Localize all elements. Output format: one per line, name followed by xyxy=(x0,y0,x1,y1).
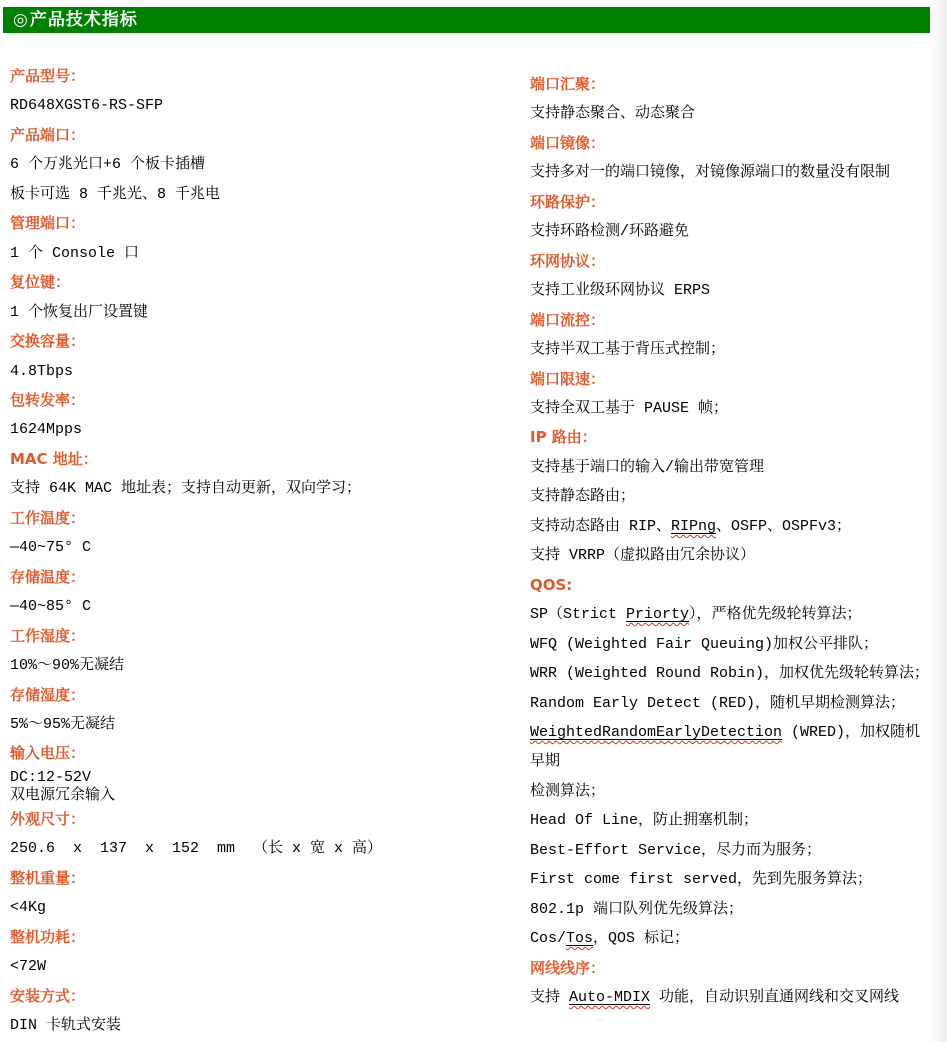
spec-section xyxy=(530,306,930,365)
spec-value-line: Cos/Tos，QOS 标记； xyxy=(530,930,690,948)
spec-section xyxy=(10,923,520,982)
spec-value-line: 支持 64K MAC 地址表；支持自动更新，双向学习； xyxy=(10,480,362,498)
spec-section-label: 整机功耗： xyxy=(10,927,86,946)
spec-section-label: 网线线序： xyxy=(530,958,606,977)
spec-value-line: —40~75° C xyxy=(10,539,92,557)
spec-section-label: 整机重量： xyxy=(10,868,86,887)
spec-value-line: <4Kg xyxy=(10,899,47,917)
spec-section-label: 端口限速： xyxy=(530,369,606,388)
spec-section xyxy=(10,805,520,864)
misspelled-word: Auto-MDIX xyxy=(569,989,651,1007)
section-bullet-icon: ◎ xyxy=(13,10,29,30)
spec-value-line: 支持 Auto-MDIX 功能，自动识别直通网线和交叉网线 xyxy=(530,989,900,1007)
spec-section-label: 环路保护： xyxy=(530,192,606,211)
spec-section-label: MAC 地址： xyxy=(10,449,98,468)
spec-value-line: Random Early Detect (RED)，随机早期检测算法； xyxy=(530,694,906,712)
spec-section-label: 工作温度： xyxy=(10,508,86,527)
spec-section xyxy=(530,365,930,424)
spec-value-line: 支持环路检测/环路避免 xyxy=(530,223,690,241)
spec-section xyxy=(10,681,520,740)
spec-value-line: RD648XGST6-RS-SFP xyxy=(10,97,164,115)
spec-columns xyxy=(0,33,930,1041)
spec-value-line: 6 个万兆光口+6 个板卡插槽 xyxy=(10,156,206,174)
spec-value-line: 支持多对一的端口镜像，对镜像源端口的数量没有限制 xyxy=(530,164,891,182)
spec-value-line: 支持静态路由； xyxy=(530,488,636,506)
spec-value-line: DIN 卡轨式安装 xyxy=(10,1017,122,1035)
spec-section-label: 输入电压： xyxy=(10,744,86,763)
page-title: 产品技术指标 xyxy=(29,10,138,30)
spec-value-line: 支持静态聚合、动态聚合 xyxy=(530,105,696,123)
section-header-bar xyxy=(3,7,930,33)
spec-section xyxy=(10,622,520,681)
spec-value-line: 支持全双工基于 PAUSE 帧； xyxy=(530,399,729,417)
spec-section xyxy=(530,188,930,247)
spec-section-label: 外观尺寸： xyxy=(10,809,86,828)
misspelled-word: WeightedRandomEarlyDetection xyxy=(530,723,783,741)
spec-section-label: 复位键： xyxy=(10,273,71,292)
spec-value-line: 板卡可选 8 千兆光、8 千兆电 xyxy=(10,185,221,203)
spec-section xyxy=(10,563,520,622)
spec-value-line: 支持工业级环网协议 ERPS xyxy=(530,282,711,300)
spec-value-line: <72W xyxy=(10,958,47,976)
spec-section xyxy=(530,129,930,188)
spec-value-line: 支持动态路由 RIP、RIPng、OSFP、OSPFv3； xyxy=(530,517,852,535)
spec-value-line: WeightedRandomEarlyDetection (WRED)，加权随机早期 xyxy=(530,723,921,771)
spec-section xyxy=(10,445,520,504)
misspelled-word: Tos xyxy=(566,930,594,948)
spec-section-label: 端口汇聚： xyxy=(530,75,606,93)
spec-section-label: 安装方式： xyxy=(10,986,86,1005)
spec-section-label: 端口镜像： xyxy=(530,133,606,152)
spec-value-line: 检测算法； xyxy=(530,782,606,800)
spec-value-line: WFQ (Weighted Fair Queuing)加权公平排队； xyxy=(530,635,879,653)
spec-section xyxy=(10,504,520,563)
spec-section-label: 产品型号： xyxy=(10,67,86,85)
spec-value-line: 1624Mpps xyxy=(10,421,83,439)
misspelled-word: RIPng xyxy=(671,517,717,535)
spec-value-line: 1 个 Console 口 xyxy=(10,244,140,262)
spec-section xyxy=(10,739,520,804)
spec-section xyxy=(530,954,930,1013)
spec-value-line: DC:12-52V xyxy=(10,768,92,786)
spec-value-line: 双电源冗余输入 xyxy=(10,786,116,804)
spec-value-line: 5%～95%无凝结 xyxy=(10,715,116,733)
spec-section-label: 工作湿度： xyxy=(10,626,86,645)
spec-value-line: WRR (Weighted Round Robin)，加权优先级轮转算法； xyxy=(530,665,930,683)
spec-section xyxy=(530,70,930,129)
spec-value-line: 4.8Tbps xyxy=(10,362,74,380)
spec-section-label: 存储温度： xyxy=(10,567,86,586)
spec-value-line: SP（Strict Priorty），严格优先级轮转算法； xyxy=(530,606,862,624)
spec-value-line: 支持半双工基于背压式控制； xyxy=(530,341,726,359)
spec-section xyxy=(10,864,520,923)
spec-column-right xyxy=(520,33,930,1013)
spec-section xyxy=(10,209,520,268)
spec-value-line: 802.1p 端口队列优先级算法； xyxy=(530,900,744,918)
misspelled-word: Priorty xyxy=(626,606,690,624)
spec-section-label: 管理端口： xyxy=(10,214,86,233)
spec-section-label: 端口流控： xyxy=(530,310,606,329)
spec-section xyxy=(10,62,520,121)
spec-section-label: 包转发率： xyxy=(10,390,86,409)
spec-value-line: Head Of Line，防止拥塞机制； xyxy=(530,812,759,830)
spec-section xyxy=(10,386,520,445)
page-edge-shadow xyxy=(930,0,947,1042)
spec-section xyxy=(530,423,930,570)
spec-value-line: 10%～90%无凝结 xyxy=(10,657,125,675)
spec-section xyxy=(10,982,520,1041)
spec-section xyxy=(10,327,520,386)
spec-value-line: 250.6 x 137 x 152 mm （长 x 宽 x 高） xyxy=(10,840,383,858)
spec-column-left xyxy=(0,33,520,1041)
spec-section xyxy=(530,247,930,306)
spec-value-line: Best-Effort Service，尽力而为服务； xyxy=(530,841,822,859)
spec-section-label: 交换容量： xyxy=(10,332,86,351)
spec-section-label: QOS: xyxy=(530,575,573,594)
spec-section xyxy=(10,121,520,209)
spec-section-label: 环网协议： xyxy=(530,251,606,270)
spec-value-line: 支持基于端口的输入/输出带宽管理 xyxy=(530,458,765,476)
spec-section-label: IP 路由： xyxy=(530,428,597,447)
spec-section-label: 产品端口： xyxy=(10,125,86,144)
spec-section xyxy=(530,571,930,954)
spec-value-line: —40~85° C xyxy=(10,598,92,616)
spec-section-label: 存储湿度： xyxy=(10,685,86,704)
spec-value-line: First come first served，先到先服务算法； xyxy=(530,871,873,889)
spec-value-line: 支持 VRRP（虚拟路由冗余协议） xyxy=(530,547,756,565)
spec-section xyxy=(10,268,520,327)
spec-value-line: 1 个恢复出厂设置键 xyxy=(10,303,149,321)
